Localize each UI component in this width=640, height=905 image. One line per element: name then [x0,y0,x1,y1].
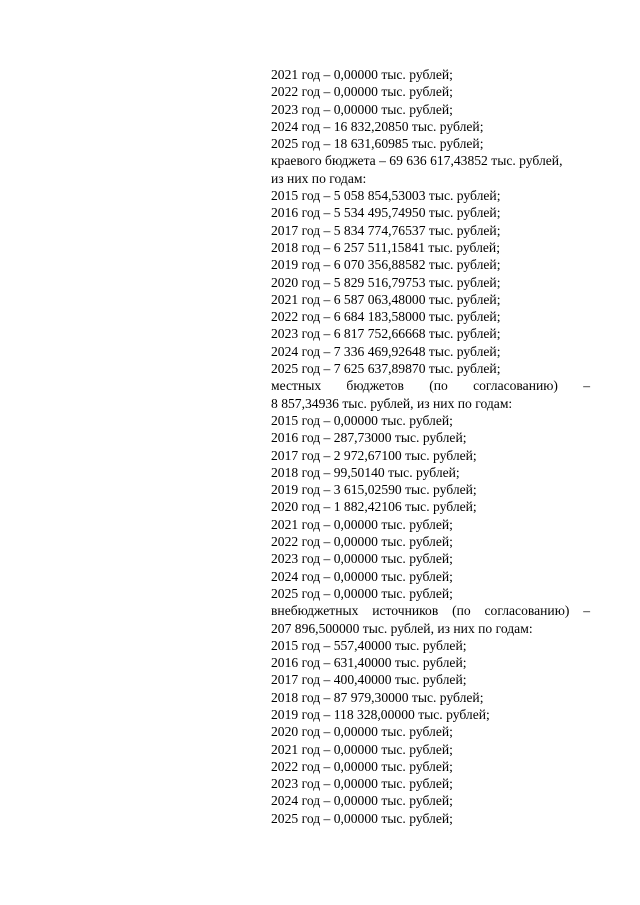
text-line: 2021 год – 0,00000 тыс. рублей; [271,67,453,82]
text-line: 2024 год – 7 336 469,92648 тыс. рублей; [271,343,501,359]
text-line: 2024 год – 0,00000 тыс. рублей; [271,568,453,584]
text-line: 2019 год – 3 615,02590 тыс. рублей; [271,482,477,498]
text-line: 2023 год – 0,00000 тыс. рублей; [271,551,453,567]
text-line: 2015 год – 5 058 854,53003 тыс. рублей; [271,188,501,204]
text-line: 2024 год – 0,00000 тыс. рублей; [271,793,453,809]
text-line: 2017 год – 5 834 774,76537 тыс. рублей; [271,222,501,238]
text-line: 2018 год – 6 257 511,15841 тыс. рублей; [271,239,500,255]
text-line: 2025 год – 0,00000 тыс. рублей; [271,585,453,601]
text-line: 2022 год – 0,00000 тыс. рублей; [271,84,453,100]
text-line: 2025 год – 7 625 637,89870 тыс. рублей; [271,361,501,377]
funding-text-block [271,66,590,827]
text-line: внебюджетных источников (по согласованию) – [271,603,590,619]
text-line: 2022 год – 6 684 183,58000 тыс. рублей; [271,309,501,325]
text-line: 2016 год – 631,40000 тыс. рублей; [271,655,467,671]
text-line: 2025 год – 18 631,60985 тыс. рублей; [271,136,484,152]
text-line: 2020 год – 5 829 516,79753 тыс. рублей; [271,274,501,290]
text-line: 2017 год – 2 972,67100 тыс. рублей; [271,447,477,463]
text-line: 2022 год – 0,00000 тыс. рублей; [271,534,453,550]
text-line: 2015 год – 557,40000 тыс. рублей; [271,637,467,653]
text-line: 207 896,500000 тыс. рублей, из них по годам: [271,620,533,636]
text-line: 2021 год – 6 587 063,48000 тыс. рублей; [271,291,501,307]
text-line: 2022 год – 0,00000 тыс. рублей; [271,758,453,774]
text-line: 8 857,34936 тыс. рублей, из них по годам: [271,395,513,411]
text-line: из них по годам: [271,170,367,186]
text-line: 2023 год – 0,00000 тыс. рублей; [271,101,453,117]
text-line: 2021 год – 0,00000 тыс. рублей; [271,516,453,532]
text-line: 2018 год – 87 979,30000 тыс. рублей; [271,689,484,705]
text-line: 2024 год – 16 832,20850 тыс. рублей; [271,118,484,134]
text-line: 2019 год – 118 328,00000 тыс. рублей; [271,706,490,722]
text-line: 2023 год – 6 817 752,66668 тыс. рублей; [271,326,501,342]
text-line: местных бюджетов (по согласованию) – [271,378,590,394]
text-line: 2018 год – 99,50140 тыс. рублей; [271,464,460,480]
text-line: 2020 год – 1 882,42106 тыс. рублей; [271,499,477,515]
text-line: краевого бюджета – 69 636 617,43852 тыс. рублей, [271,153,563,169]
text-line: 2017 год – 400,40000 тыс. рублей; [271,672,467,688]
text-line: 2016 год – 287,73000 тыс. рублей; [271,430,467,446]
text-line: 2019 год – 6 070 356,88582 тыс. рублей; [271,257,501,273]
text-line: 2016 год – 5 534 495,74950 тыс. рублей; [271,205,501,221]
text-line: 2023 год – 0,00000 тыс. рублей; [271,776,453,792]
text-line: 2015 год – 0,00000 тыс. рублей; [271,412,453,428]
text-line: 2021 год – 0,00000 тыс. рублей; [271,741,453,757]
text-line: 2025 год – 0,00000 тыс. рублей; [271,810,453,826]
text-line: 2020 год – 0,00000 тыс. рублей; [271,724,453,740]
